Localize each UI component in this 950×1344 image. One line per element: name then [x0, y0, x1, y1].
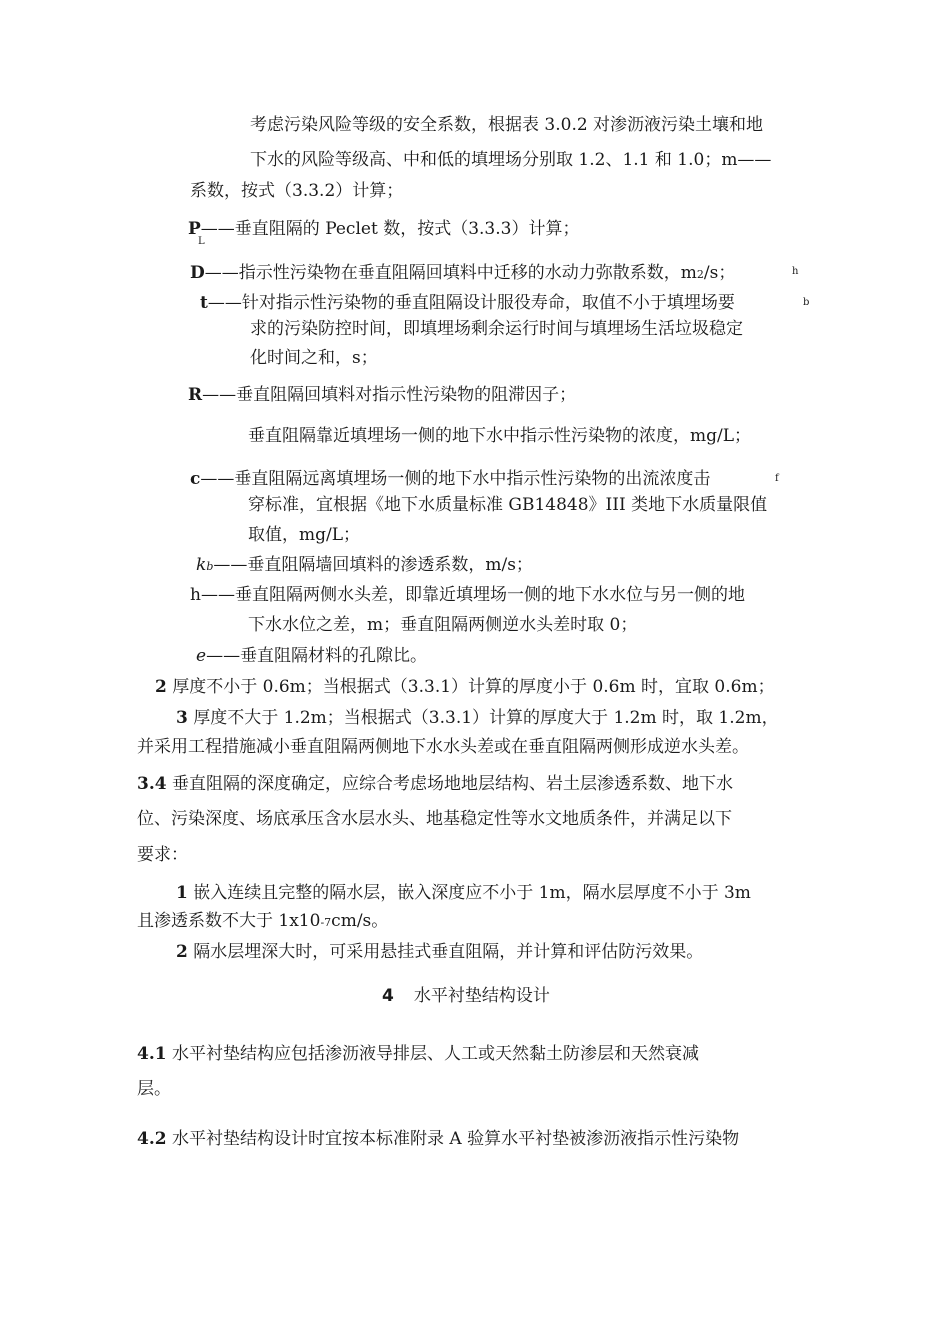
clause-number: 1 — [176, 883, 188, 903]
clause-number: 2 — [155, 677, 167, 697]
text-line: 并采用工程措施减小垂直阻隔两侧地下水水头差或在垂直阻隔两侧形成逆水头差。 — [137, 737, 749, 757]
symbol: D — [190, 263, 205, 283]
text-line: 位、污染深度、场底承压含水层水头、地基稳定性等水文地质条件，并满足以下 — [137, 809, 732, 829]
section-number: 4.2 — [137, 1129, 167, 1149]
section-clause: 4.1 水平衬垫结构应包括渗沥液导排层、人工或天然黏土防渗层和天然衰减 — [137, 1044, 699, 1064]
text-line: 考虑污染风险等级的安全系数，根据表 3.0.2 对渗沥液污染土壤和地 — [250, 115, 764, 135]
section-number: 4.1 — [137, 1044, 167, 1064]
heading-text: 水平衬垫结构设计 — [413, 986, 550, 1006]
symbol: k — [196, 555, 207, 575]
symbol: t — [200, 293, 208, 313]
text-line: 且渗透系数不大于 1x10-7cm/s。 — [137, 911, 389, 931]
symbol: e — [196, 646, 207, 666]
heading-number: 4 — [382, 986, 394, 1006]
section-clause: 4.2 水平衬垫结构设计时宜按本标准附录 A 验算水平衬垫被渗沥液指示性污染物 — [137, 1129, 740, 1149]
text-line: 层。 — [137, 1079, 171, 1099]
section-number: 3.4 — [137, 774, 167, 794]
symbol-definition: R——垂直阻隔回填料对指示性污染物的阻滞因子； — [188, 385, 577, 405]
text-line: 化时间之和，s； — [250, 348, 378, 368]
symbol: h — [190, 585, 201, 605]
text-line: 下水水位之差，m；垂直阻隔两侧逆水头差时取 0； — [248, 615, 638, 635]
symbol-definition: D——指示性污染物在垂直阻隔回填料中迁移的水动力弥散系数，m2/s； — [190, 263, 736, 283]
clause-item: 1 嵌入连续且完整的隔水层，嵌入深度应不小于 1m，隔水层厚度不小于 3m — [176, 883, 751, 903]
symbol: P — [188, 219, 201, 239]
symbol-definition: P——垂直阻隔的 Peclet 数，按式（3.3.3）计算； — [188, 219, 580, 239]
text-line: 垂直阻隔靠近填埋场一侧的地下水中指示性污染物的浓度，mg/L； — [248, 426, 752, 446]
symbol-subscript: h — [792, 266, 799, 277]
symbol: c — [190, 469, 201, 489]
text-line: 要求： — [137, 845, 188, 865]
clause-number: 3 — [176, 708, 188, 728]
symbol-subscript: f — [775, 473, 779, 484]
symbol-definition: t——针对指示性污染物的垂直阻隔设计服役寿命，取值不小于填埋场要 — [200, 293, 735, 313]
symbol: R — [188, 385, 203, 405]
text-line: 下水的风险等级高、中和低的填埋场分别取 1.2、1.1 和 1.0；m—— — [250, 150, 772, 170]
clause-item: 2 隔水层埋深大时，可采用悬挂式垂直阻隔，并计算和评估防污效果。 — [176, 942, 704, 962]
text-line: 求的污染防控时间，即填埋场剩余运行时间与填埋场生活垃圾稳定 — [250, 319, 743, 339]
symbol-subscript: L — [198, 236, 205, 247]
section-heading — [382, 985, 550, 1007]
symbol-definition: e——垂直阻隔材料的孔隙比。 — [196, 646, 428, 666]
symbol-subscript: b — [803, 297, 810, 308]
clause-item: 3 厚度不大于 1.2m；当根据式（3.3.1）计算的厚度大于 1.2m 时，取 1.2m， — [176, 708, 779, 728]
symbol-definition: h——垂直阻隔两侧水头差，即靠近填埋场一侧的地下水水位与另一侧的地 — [190, 585, 745, 605]
section-clause: 3.4 垂直阻隔的深度确定，应综合考虑场地地层结构、岩土层渗透系数、地下水 — [137, 774, 733, 794]
text-line: 取值，mg/L； — [248, 525, 361, 545]
text-line: 系数，按式（3.3.2）计算； — [190, 181, 404, 201]
clause-item: 2 厚度不小于 0.6m；当根据式（3.3.1）计算的厚度小于 0.6m 时，宜取 0.6m； — [155, 677, 775, 697]
symbol-definition: kb——垂直阻隔墙回填料的渗透系数，m/s； — [196, 555, 533, 575]
text-line: 穿标准，宜根据《地下水质量标准 GB14848》III 类地下水质量限值 — [248, 495, 768, 515]
symbol-definition: c——垂直阻隔远离填埋场一侧的地下水中指示性污染物的出流浓度击 — [190, 469, 711, 489]
clause-number: 2 — [176, 942, 188, 962]
